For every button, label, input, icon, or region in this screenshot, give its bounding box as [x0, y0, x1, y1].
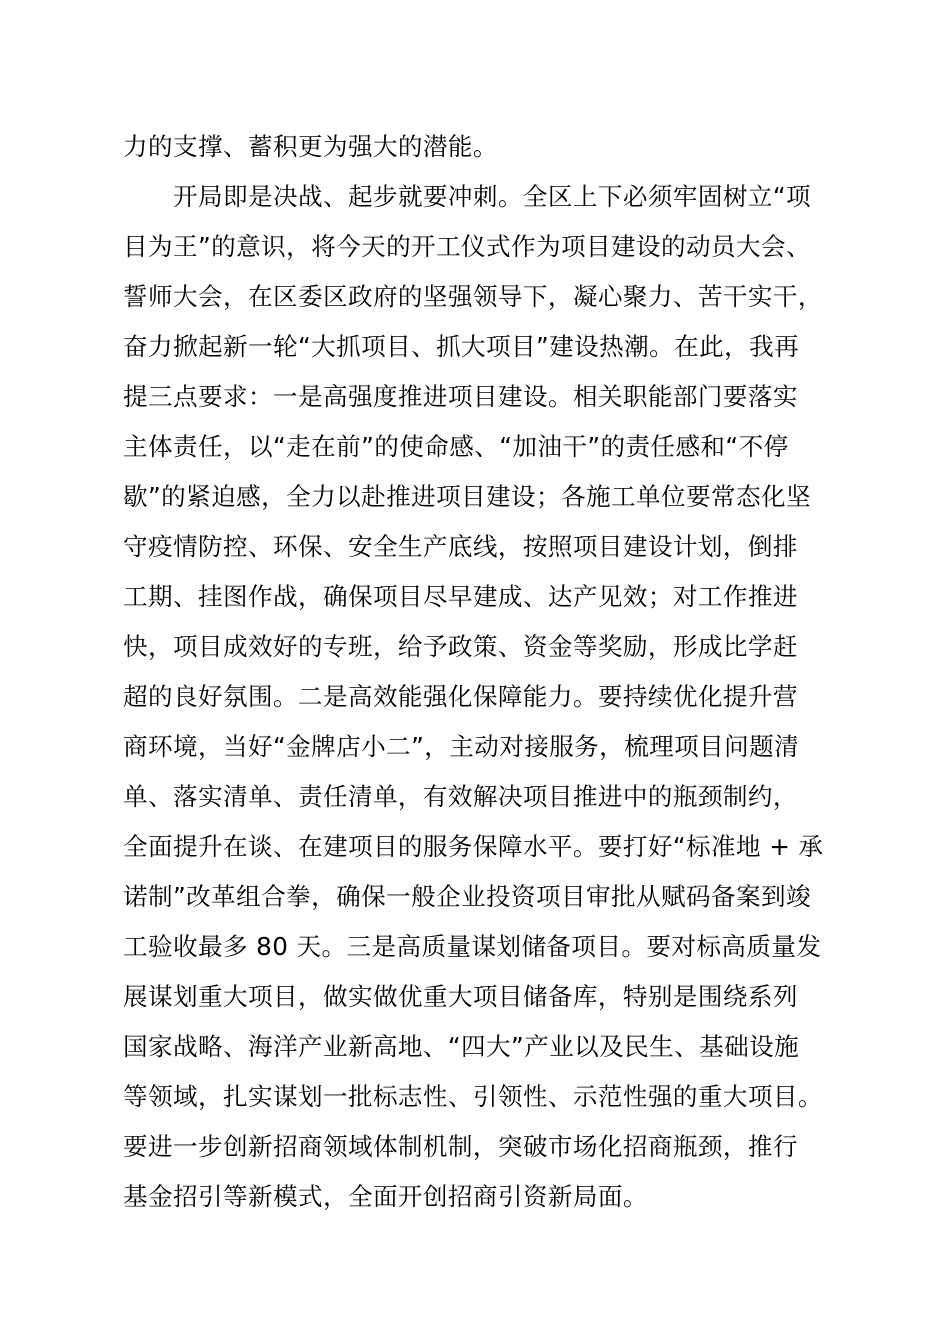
- text-line: 展谋划重大项目，做实做优重大项目储备库，特别是围绕系列: [123, 982, 798, 1011]
- text-line: 单、落实清单、责任清单，有效解决项目推进中的瓶颈制约，: [123, 782, 798, 811]
- text-line: 等领域，扎实谋划一批标志性、引领性、示范性强的重大项目。: [123, 1082, 823, 1111]
- text-line: 全面提升在谈、在建项目的服务保障水平。要打好“标准地 + 承: [123, 832, 824, 861]
- text-line: 商环境，当好“金牌店小二”，主动对接服务，梳理项目问题清: [123, 732, 800, 761]
- text-line: 守疫情防控、环保、安全生产底线，按照项目建设计划，倒排: [123, 532, 798, 561]
- text-line: 誓师大会，在区委区政府的坚强领导下，凝心聚力、苦干实干，: [123, 282, 823, 311]
- text-line: 力的支撑、蓄积更为强大的潜能。: [123, 132, 498, 161]
- text-line: 快，项目成效好的专班，给予政策、资金等奖励，形成比学赶: [123, 632, 798, 661]
- text-line: 基金招引等新模式，全面开创招商引资新局面。: [123, 1182, 648, 1211]
- text-line: 诺制”改革组合拳，确保一般企业投资项目审批从赋码备案到竣: [123, 882, 811, 911]
- text-line: 奋力掀起新一轮“大抓项目、抓大项目”建设热潮。在此，我再: [123, 332, 800, 361]
- text-line: 国家战略、海洋产业新高地、“四大”产业以及民生、基础设施: [123, 1032, 800, 1061]
- paragraph-first-line: 开局即是决战、起步就要冲刺。全区上下必须牢固树立“项: [173, 182, 811, 211]
- text-line: 工验收最多 80 天。三是高质量谋划储备项目。要对标高质量发: [123, 932, 822, 961]
- text-line: 超的良好氛围。二是高效能强化保障能力。要持续优化提升营: [123, 682, 798, 711]
- text-line: 要进一步创新招商领域体制机制，突破市场化招商瓶颈，推行: [123, 1132, 798, 1161]
- text-line: 工期、挂图作战，确保项目尽早建成、达产见效；对工作推进: [123, 582, 798, 611]
- text-line: 提三点要求：一是高强度推进项目建设。相关职能部门要落实: [123, 382, 798, 411]
- text-line: 主体责任，以“走在前”的使命感、“加油干”的责任感和“不停: [123, 432, 789, 461]
- text-line: 歇”的紧迫感，全力以赴推进项目建设；各施工单位要常态化坚: [123, 482, 811, 511]
- text-line: 目为王”的意识，将今天的开工仪式作为项目建设的动员大会、: [123, 232, 811, 261]
